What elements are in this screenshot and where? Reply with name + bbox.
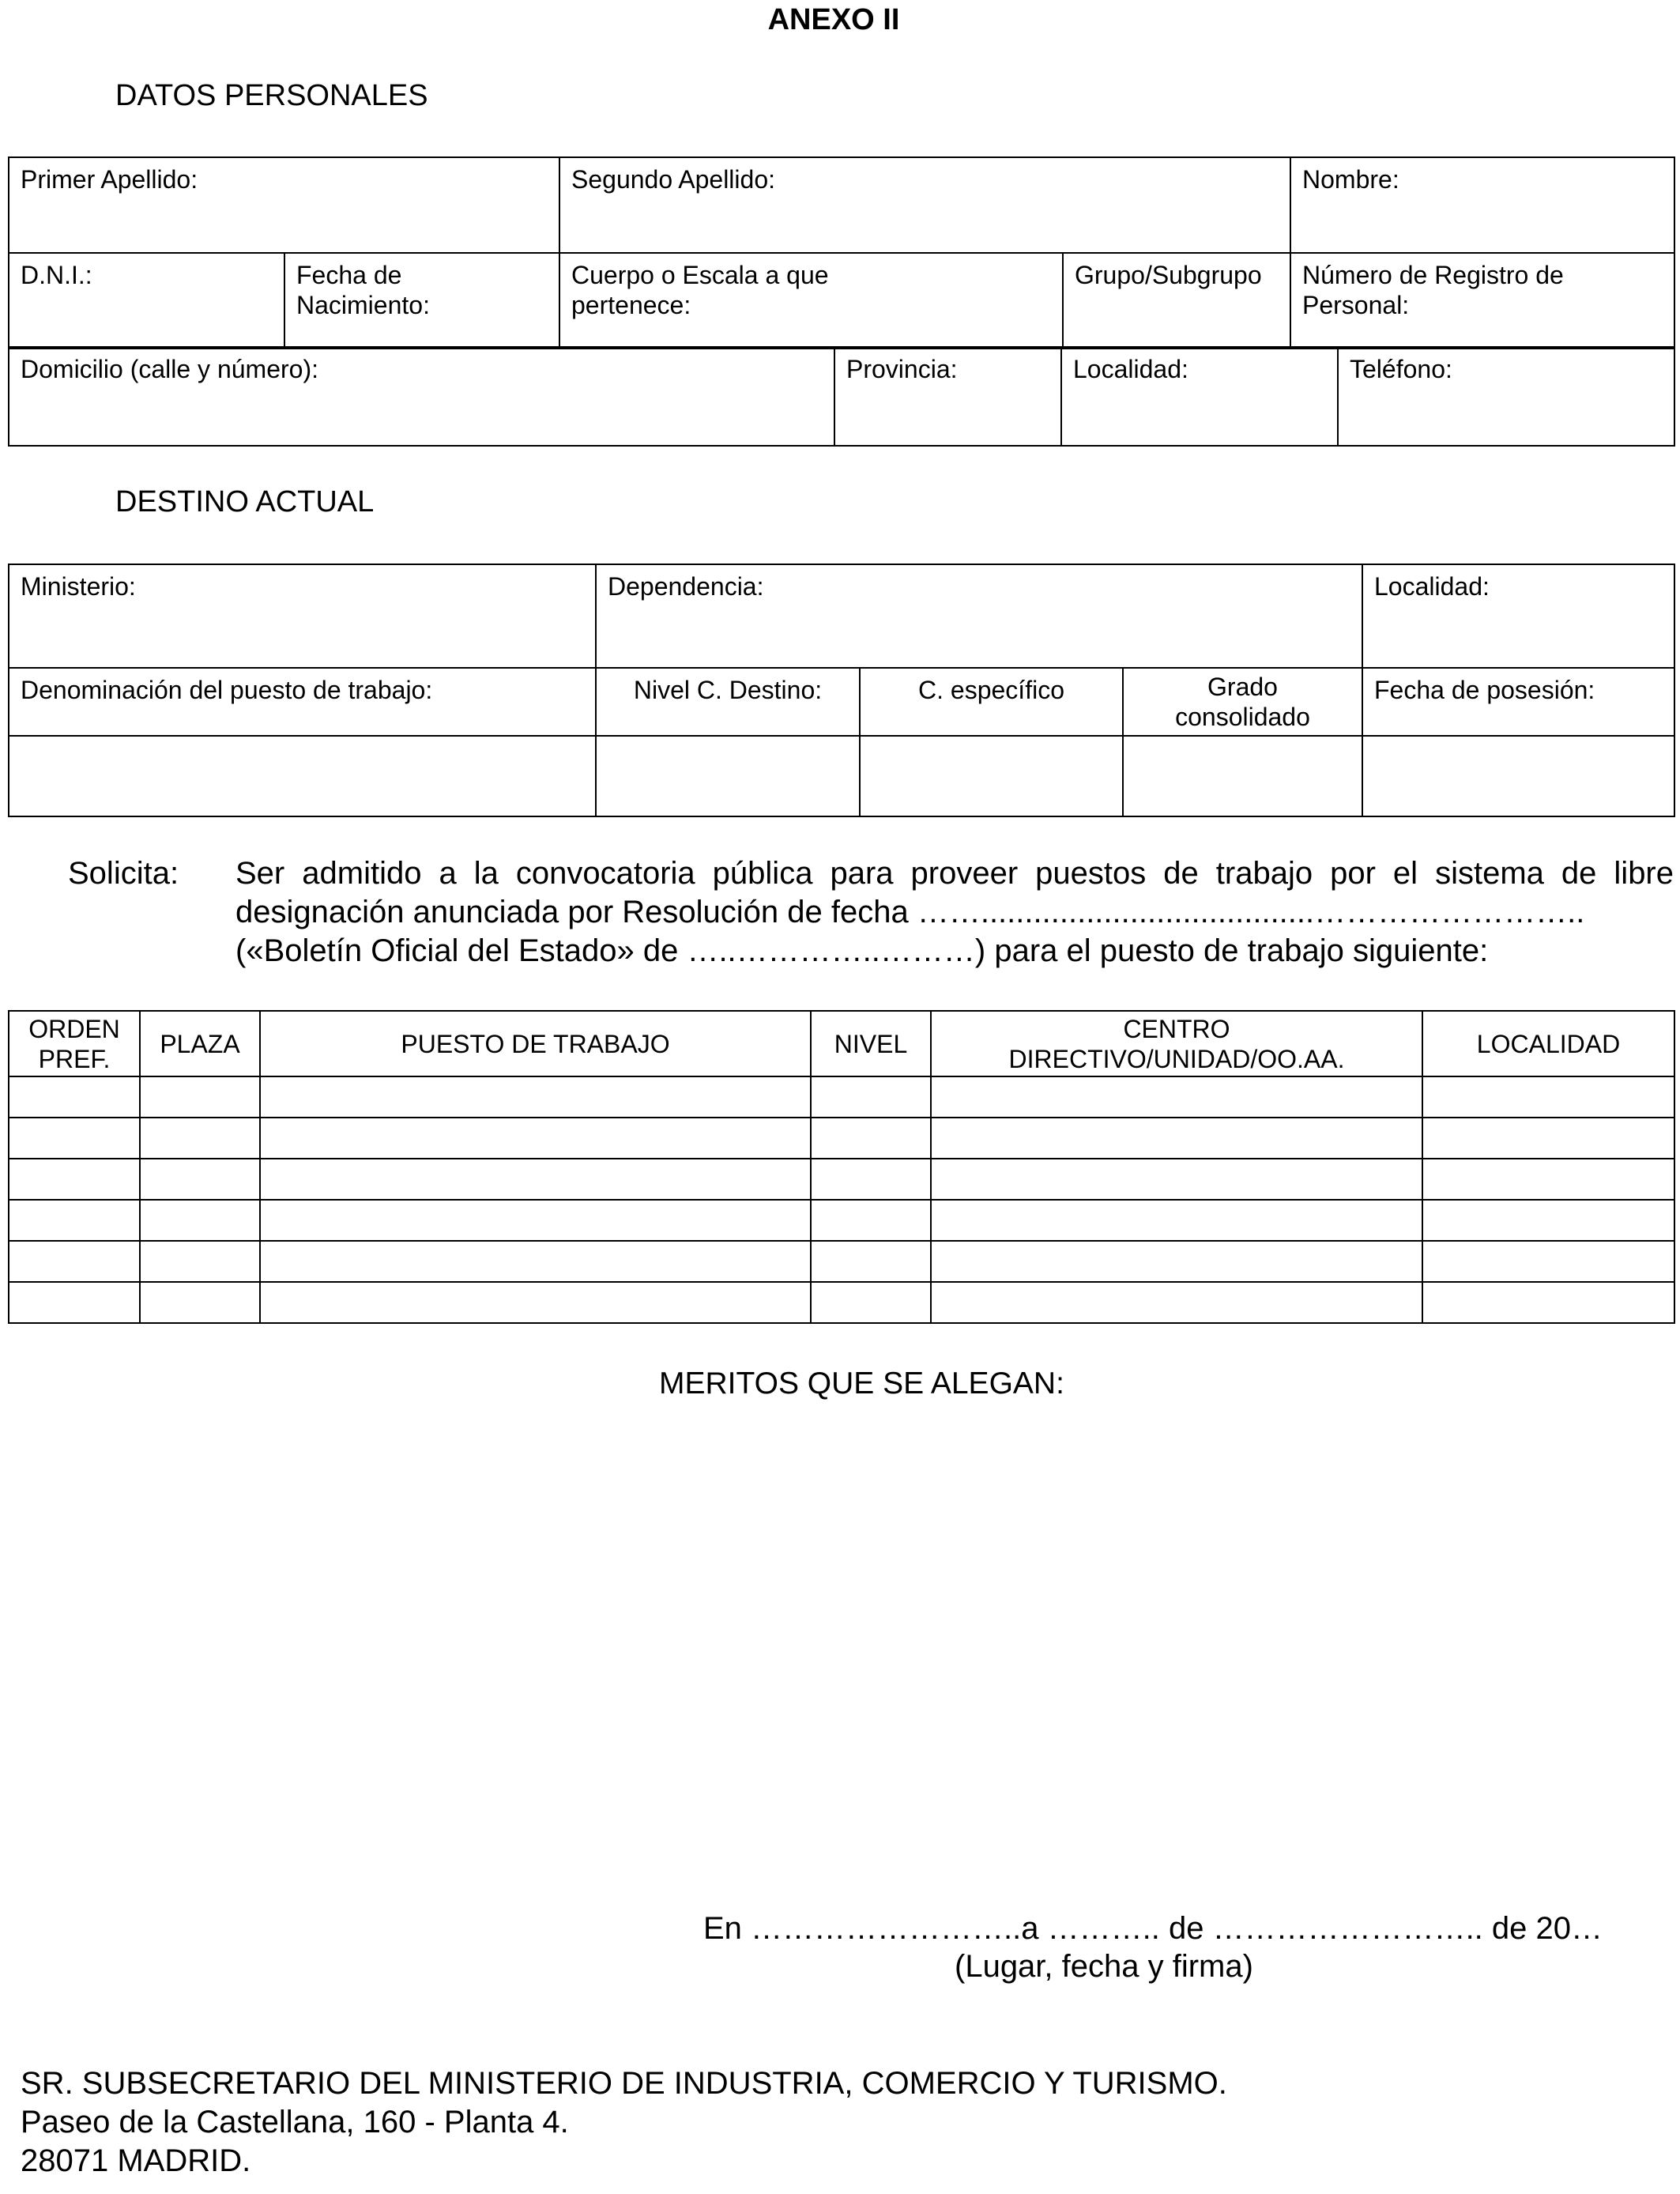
field-grupo-subgrupo[interactable] (1063, 253, 1290, 349)
cell-localidad[interactable] (1422, 1159, 1674, 1200)
field-telefono[interactable] (1338, 347, 1674, 446)
label-grado-consolidado: Grado consolidado (1175, 673, 1310, 731)
label-fecha-nacimiento: Fecha de Nacimiento: (296, 261, 430, 319)
solicita-line-3: («Boletín Oficial del Estado» de …..…………..………) para el puesto de trabajo siguiente: (235, 933, 1489, 968)
document-title: ANEXO II (767, 3, 900, 36)
cell-plaza[interactable] (140, 1282, 260, 1323)
header-fecha-posesion (1362, 668, 1674, 736)
input-nivel-destino[interactable] (596, 736, 860, 816)
cell-plaza[interactable] (140, 1200, 260, 1241)
field-segundo-apellido[interactable] (559, 157, 1290, 253)
field-numero-registro[interactable] (1290, 253, 1674, 349)
field-ministerio[interactable] (9, 564, 596, 668)
cell-plaza[interactable] (140, 1076, 260, 1118)
label-centro-directivo: CENTRO DIRECTIVO/UNIDAD/OO.AA. (1008, 1014, 1345, 1073)
puestos-table (8, 1010, 1675, 1324)
cell-orden[interactable] (9, 1282, 140, 1323)
section-meritos: MERITOS QUE SE ALEGAN: (659, 1367, 1064, 1400)
header-centro-directivo (931, 1011, 1422, 1076)
field-provincia[interactable] (834, 347, 1061, 446)
destinatario-line-1: SR. SUBSECRETARIO DEL MINISTERIO DE INDUSTRIA, COMERCIO Y TURISMO. (21, 2066, 1227, 2101)
field-nombre[interactable] (1290, 157, 1674, 253)
cell-nivel[interactable] (811, 1076, 931, 1118)
table-row[interactable] (9, 1076, 1674, 1118)
table-row[interactable] (9, 1118, 1674, 1159)
label-dni: D.N.I.: (21, 261, 92, 289)
cell-orden[interactable] (9, 1200, 140, 1241)
table-row[interactable] (9, 1200, 1674, 1241)
cell-plaza[interactable] (140, 1241, 260, 1282)
cell-plaza[interactable] (140, 1159, 260, 1200)
datos-personales-table (8, 156, 1675, 349)
header-grado-consolidado (1123, 668, 1362, 736)
cell-nivel[interactable] (811, 1200, 931, 1241)
cell-puesto[interactable] (260, 1200, 811, 1241)
cell-centro[interactable] (931, 1282, 1422, 1323)
solicita-label: Solicita: (68, 856, 179, 891)
cell-puesto[interactable] (260, 1241, 811, 1282)
field-primer-apellido[interactable] (9, 157, 559, 253)
cell-puesto[interactable] (260, 1076, 811, 1118)
field-dni[interactable] (9, 253, 284, 349)
field-localidad-destino[interactable] (1362, 564, 1674, 668)
cell-localidad[interactable] (1422, 1118, 1674, 1159)
header-orden-pref (9, 1011, 140, 1076)
header-plaza (140, 1011, 260, 1076)
cell-puesto[interactable] (260, 1159, 811, 1200)
input-denominacion[interactable] (9, 736, 596, 816)
label-localidad-destino: Localidad: (1374, 572, 1490, 601)
label-nivel: NIVEL (834, 1029, 908, 1058)
cell-localidad[interactable] (1422, 1076, 1674, 1118)
destinatario-line-3: 28071 MADRID. (21, 2143, 251, 2178)
header-localidad-puesto (1422, 1011, 1674, 1076)
input-grado-consolidado[interactable] (1123, 736, 1362, 816)
solicita-line-1: Ser admitido a la convocatoria pública para proveer puestos de trabajo por el sistema de libre (235, 856, 1674, 891)
destino-actual-table (8, 564, 1675, 817)
label-plaza: PLAZA (160, 1029, 240, 1058)
cell-plaza[interactable] (140, 1118, 260, 1159)
label-dependencia: Dependencia: (608, 572, 764, 601)
header-nivel-destino (596, 668, 860, 736)
cell-orden[interactable] (9, 1076, 140, 1118)
cell-centro[interactable] (931, 1076, 1422, 1118)
header-nivel (811, 1011, 931, 1076)
label-denominacion: Denominación del puesto de trabajo: (21, 676, 433, 704)
field-domicilio[interactable] (9, 347, 834, 446)
input-fecha-posesion[interactable] (1362, 736, 1674, 816)
section-destino-actual: DESTINO ACTUAL (115, 485, 375, 518)
table-row[interactable] (9, 1159, 1674, 1200)
label-localidad: Localidad: (1073, 355, 1188, 383)
field-fecha-nacimiento[interactable] (284, 253, 559, 349)
label-cuerpo-escala: Cuerpo o Escala a que pertenece: (571, 261, 829, 319)
input-c-especifico[interactable] (860, 736, 1123, 816)
header-puesto-trabajo (260, 1011, 811, 1076)
cell-localidad[interactable] (1422, 1282, 1674, 1323)
label-nombre: Nombre: (1302, 165, 1399, 194)
cell-orden[interactable] (9, 1159, 140, 1200)
firma-line: En ……………………..a ……….. de …………………….. de 20… (703, 1911, 1603, 1946)
label-grupo-subgrupo: Grupo/Subgrupo (1075, 261, 1262, 289)
destinatario-line-2: Paseo de la Castellana, 160 - Planta 4. (21, 2105, 569, 2139)
label-telefono: Teléfono: (1350, 355, 1452, 383)
table-row[interactable] (9, 1282, 1674, 1323)
label-nivel-destino: Nivel C. Destino: (633, 676, 823, 704)
firma-caption: (Lugar, fecha y firma) (955, 1949, 1253, 1984)
field-dependencia[interactable] (596, 564, 1362, 668)
cell-localidad[interactable] (1422, 1200, 1674, 1241)
solicita-line-2: designación anunciada por Resolución de fecha ……......................................…………………….. (235, 895, 1585, 929)
cell-puesto[interactable] (260, 1282, 811, 1323)
cell-nivel[interactable] (811, 1282, 931, 1323)
label-orden-pref: ORDEN PREF. (28, 1014, 120, 1073)
cell-centro[interactable] (931, 1200, 1422, 1241)
field-localidad[interactable] (1061, 347, 1338, 446)
label-localidad-puesto: LOCALIDAD (1476, 1029, 1621, 1058)
header-c-especifico (860, 668, 1123, 736)
label-ministerio: Ministerio: (21, 572, 136, 601)
domicilio-table (8, 346, 1675, 447)
cell-nivel[interactable] (811, 1241, 931, 1282)
cell-orden[interactable] (9, 1118, 140, 1159)
field-cuerpo-escala[interactable] (559, 253, 1063, 349)
cell-localidad[interactable] (1422, 1241, 1674, 1282)
cell-centro[interactable] (931, 1118, 1422, 1159)
label-primer-apellido: Primer Apellido: (21, 165, 198, 194)
label-provincia: Provincia: (846, 355, 958, 383)
cell-puesto[interactable] (260, 1118, 811, 1159)
puestos-header-row (9, 1011, 1674, 1076)
label-domicilio: Domicilio (calle y número): (21, 355, 318, 383)
section-datos-personales: DATOS PERSONALES (115, 79, 428, 112)
label-puesto-trabajo: PUESTO DE TRABAJO (401, 1029, 670, 1058)
cell-nivel[interactable] (811, 1159, 931, 1200)
label-fecha-posesion: Fecha de posesión: (1374, 676, 1595, 704)
cell-centro[interactable] (931, 1241, 1422, 1282)
cell-centro[interactable] (931, 1159, 1422, 1200)
header-denominacion (9, 668, 596, 736)
label-c-especifico: C. específico (918, 676, 1064, 704)
table-row[interactable] (9, 1241, 1674, 1282)
cell-nivel[interactable] (811, 1118, 931, 1159)
label-segundo-apellido: Segundo Apellido: (571, 165, 775, 194)
label-numero-registro: Número de Registro de Personal: (1302, 261, 1564, 319)
cell-orden[interactable] (9, 1241, 140, 1282)
